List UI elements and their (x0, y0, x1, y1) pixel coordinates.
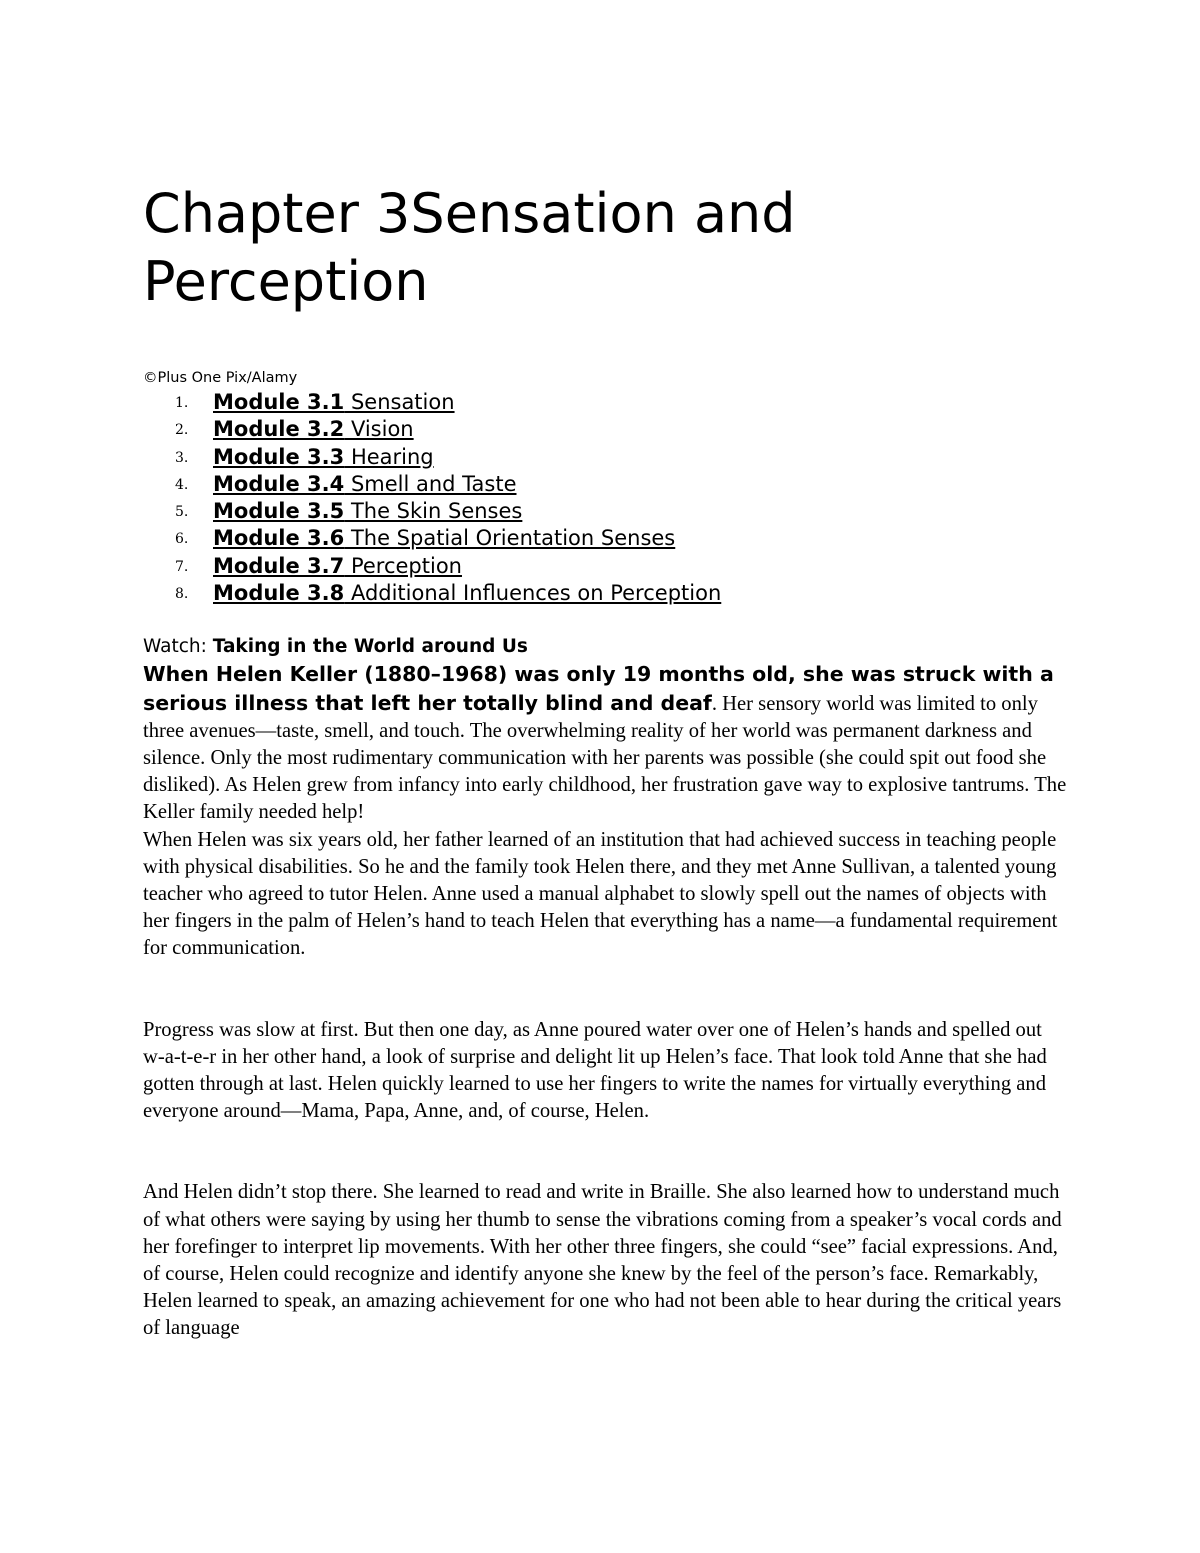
module-item (143, 553, 1068, 580)
module-title: The Skin Senses (344, 499, 523, 524)
module-item (143, 498, 1068, 525)
paragraph-spacer (143, 1125, 1068, 1179)
module-title: Vision (344, 417, 414, 442)
module-number: 5. (175, 504, 189, 521)
paragraph-2: When Helen was six years old, her father learned of an institution that had achieved success in teaching people with physical disabilities. So he and the family took Helen there, and they met Anne Sullivan, a talented young teacher who agreed to tutor Helen. Anne used a manual alphabet to slowly spell out the names of objects with her fingers in the palm of Helen’s hand to teach Helen that everything has a name—a fundamental requirement for communication. (143, 828, 1058, 960)
watch-prefix: Watch: (143, 636, 213, 658)
module-number: 8. (175, 586, 189, 603)
module-number: 6. (175, 531, 189, 548)
module-code: Module 3.2 (213, 417, 345, 442)
module-number: 1. (175, 395, 189, 411)
module-number: 4. (175, 476, 189, 493)
document-content (143, 180, 1068, 1343)
module-code: Module 3.3 (213, 444, 345, 469)
watch-title: Taking in the World around Us (212, 636, 528, 658)
module-link-3-6[interactable] (213, 526, 675, 550)
module-item (143, 416, 1068, 443)
module-link-3-7[interactable] (213, 554, 462, 578)
module-item (143, 525, 1068, 552)
module-number: 7. (175, 558, 189, 575)
module-link-3-8[interactable] (213, 581, 721, 605)
module-link-3-5[interactable] (213, 499, 522, 523)
chapter-title: Chapter 3Sensation and Perception (143, 182, 796, 313)
module-code: Module 3.6 (213, 526, 345, 551)
module-item (143, 471, 1068, 498)
module-link-3-3[interactable] (213, 445, 434, 469)
module-item (143, 444, 1068, 471)
image-credit: ©Plus One Pix/Alamy (143, 370, 298, 386)
module-code: Module 3.8 (213, 581, 345, 606)
module-number: 3. (175, 449, 189, 466)
paragraph-spacer (143, 963, 1068, 1017)
module-title: The Spatial Orientation Senses (344, 526, 676, 551)
module-title: Smell and Taste (344, 471, 517, 496)
lead-sentence: When Helen Keller (1880–1968) was only 19 months old, she was struck with a serious illness that left her totally blind and deaf (143, 662, 1054, 715)
module-link-3-2[interactable] (213, 417, 414, 441)
module-title: Sensation (344, 390, 455, 414)
module-title: Hearing (344, 444, 434, 469)
paragraph-3: Progress was slow at first. But then one day, as Anne poured water over one of Helen’s hands and spelled out w-a-t-e-r in her other hand, a look of surprise and delight lit up Helen’s face. That look told Anne that she had gotten through at last. Helen quickly learned to use her fingers to write the names for virtually everything and everyone around—Mama, Papa, Anne, and, of course, Helen. (143, 1018, 1047, 1123)
module-code: Module 3.7 (213, 553, 345, 578)
paragraph-1 (143, 661, 1068, 826)
module-number: 2. (175, 422, 189, 439)
module-link-3-1[interactable] (213, 390, 455, 414)
module-title: Additional Influences on Perception (344, 581, 722, 606)
module-code: Module 3.4 (213, 471, 345, 496)
module-code: Module 3.1 (213, 390, 345, 414)
module-item (143, 580, 1068, 607)
module-title: Perception (344, 553, 462, 578)
paragraph-1-rest: . Her sensory world was limited to only three avenues—taste, smell, and touch. The overwhelming reality of her world was permanent darkness and silence. Only the most rudimentary communication with her parents was possible (she could spit out food she disliked). As Helen grew from infancy into early childhood, her frustration gave way to explosive tantrums. The Keller family needed help! (143, 692, 1067, 824)
module-link-3-4[interactable] (213, 472, 517, 496)
watch-heading (143, 635, 1068, 659)
module-item (143, 389, 1068, 416)
module-list (143, 389, 1068, 607)
paragraph-4: And Helen didn’t stop there. She learned to read and write in Braille. She also learned how to understand much of what others were saying by using her thumb to sense the vibrations coming from a speaker’s vocal cords and her forefinger to interpret lip movements. With her other three fingers, she could “see” facial expressions. And, of course, Helen could recognize and identify anyone she knew by the feel of the person’s face. Remarkably, Helen learned to speak, an amazing achievement for one who had not been able to hear during the critical years of language (143, 1181, 1062, 1340)
module-code: Module 3.5 (213, 499, 345, 524)
